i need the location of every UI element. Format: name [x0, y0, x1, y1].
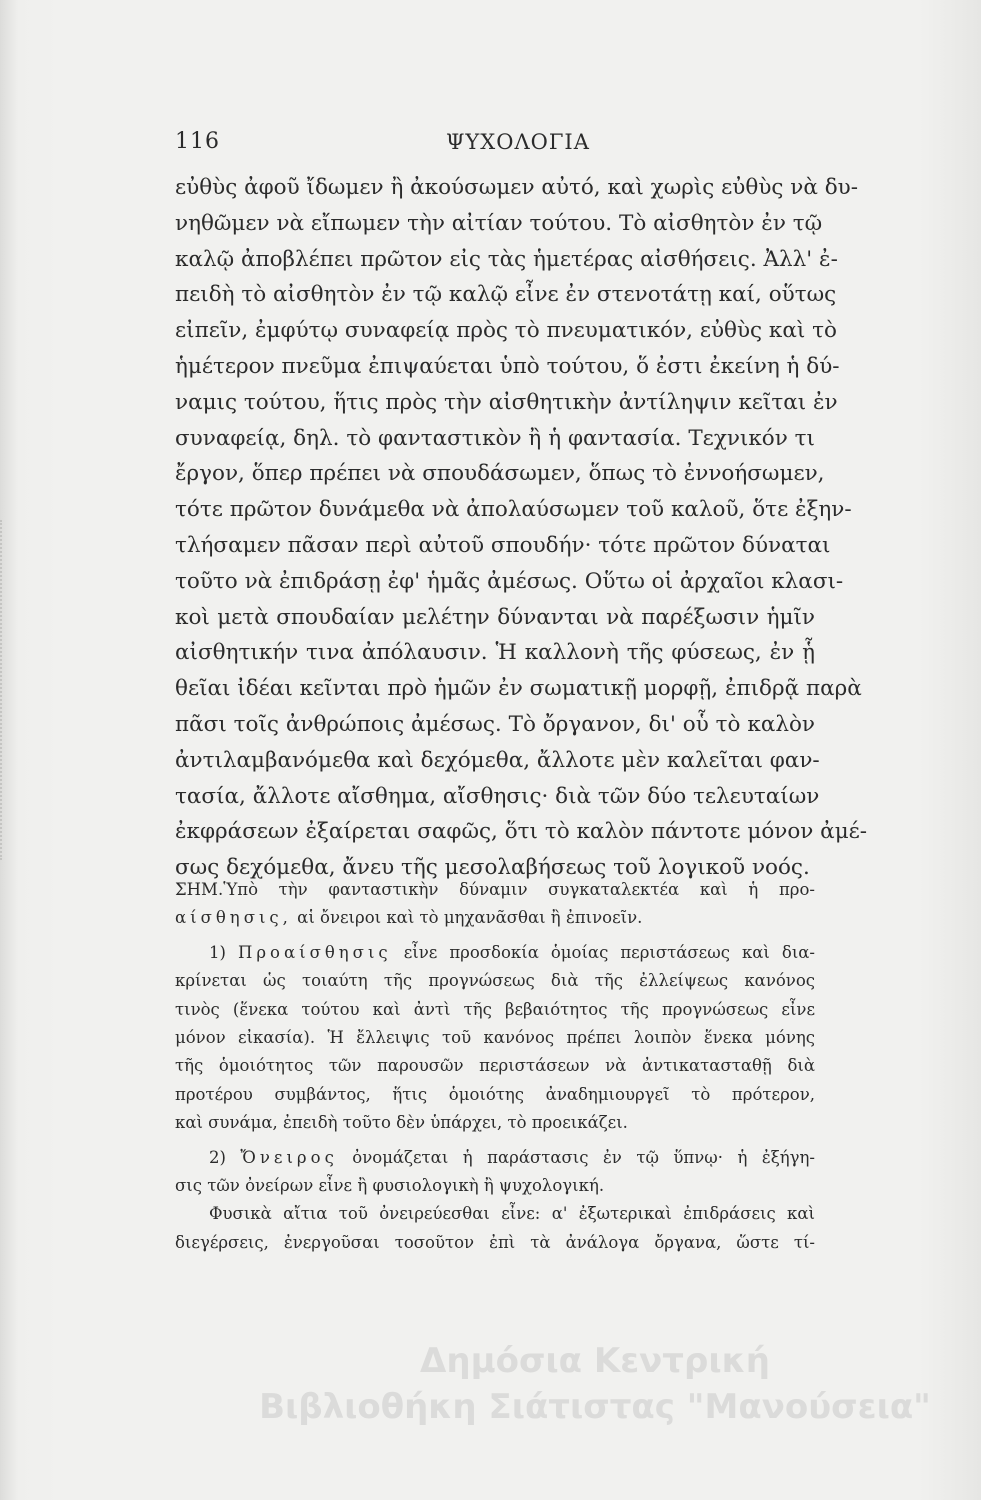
spaced-term: Ὄνειρος [240, 1147, 338, 1167]
note-line: προτέρου συμβάντος, ἥτις ὁμοιότης ἀναδημιουργεῖ τὸ πρότερον, [175, 1084, 815, 1104]
running-title: ΨΥΧΟΛΟΓΙΑ [446, 130, 590, 154]
text-line: συναφείᾳ, δηλ. τὸ φανταστικὸν ἢ ἡ φαντασία. Τεχνικόν τι [175, 425, 815, 451]
gutter-shadow [0, 520, 16, 860]
text-line: πειδὴ τὸ αἰσθητὸν ἐν τῷ καλῷ εἶνε ἐν στενοτάτῃ καί, οὕτως [175, 282, 837, 308]
note-line: τινὸς (ἕνεκα τούτου καὶ ἀντὶ τῆς βεβαιότητος τῆς προγνώσεως εἶνε [175, 999, 815, 1019]
text-line: νηθῶμεν νὰ εἴπωμεν τὴν αἰτίαν τούτου. Τὸ αἰσθητὸν ἐν τῷ [175, 210, 823, 236]
text-line: καλῷ ἀποβλέπει πρῶτον εἰς τὰς ἡμετέρας αἰσθήσεις. Ἀλλ' ἐ- [175, 246, 838, 272]
note-label: ΣΗΜ. [175, 880, 224, 899]
text-line: ναμις τούτου, ἥτις πρὸς τὴν αἰσθητικὴν ἀντίληψιν κεῖται ἐν [175, 389, 838, 415]
note-line: Φυσικὰ αἴτια τοῦ ὀνειρεύεσθαι εἶνε: α' ἐξωτερικαὶ ἐπιδράσεις καὶ [209, 1204, 815, 1224]
text-line: τασία, ἄλλοτε αἴσθημα, αἴσθησις· διὰ τῶν δύο τελευταίων [175, 783, 820, 809]
footnotes [175, 876, 815, 1263]
library-watermark [215, 1338, 975, 1430]
text-line: εὐθὺς ἀφοῦ ἴδωμεν ἢ ἀκούσωμεν αὐτό, καὶ χωρὶς εὐθὺς νὰ δυ- [175, 175, 858, 200]
note-line: μόνον εἰκασία). Ἡ ἔλλειψις τοῦ κανόνος πρέπει λοιπὸν ἕνεκα μόνης [175, 1028, 815, 1048]
text-line: ἡμέτερον πνεῦμα ἐπιψαύεται ὑπὸ τούτου, ὅ ἐστι ἐκείνη ἡ δύ- [175, 353, 840, 379]
note-number: 1) [209, 942, 226, 962]
note-line [175, 876, 815, 904]
text-line: αἰσθητικήν τινα ἀπόλαυσιν. Ἡ καλλονὴ τῆς φύσεως, ἐν ᾗ [175, 640, 815, 666]
note-text: εἶνε προσδοκία ὁμοίας περιστάσεως καὶ δια- [403, 942, 816, 962]
text-line: ἐκφράσεων ἐξαίρεται σαφῶς, ὅτι τὸ καλὸν πάντοτε μόνον ἀμέ- [175, 819, 868, 845]
note-1 [175, 939, 815, 1138]
note-line: τῆς ὁμοιότητος τῶν παρουσῶν περιστάσεων νὰ ἀντικατασταθῇ διὰ [175, 1056, 815, 1076]
text-line: θεῖαι ἰδέαι κεῖνται πρὸ ἡμῶν ἐν σωματικῇ μορφῇ, ἐπιδρᾷ παρὰ [175, 676, 862, 702]
note-line: κρίνεται ὡς τοιαύτη τῆς προγνώσεως διὰ τῆς ἐλλείψεως κανόνος [175, 971, 815, 991]
page-header [0, 127, 981, 167]
note-line: σις τῶν ὀνείρων εἶνε ἢ φυσιολογικὴ ἢ ψυχολογική. [175, 1176, 605, 1196]
note-line [175, 904, 815, 932]
note-sim [175, 876, 815, 933]
note-line [175, 1144, 815, 1172]
text-line: ἀντιλαμβανόμεθα καὶ δεχόμεθα, ἄλλοτε μὲν καλεῖται φαν- [175, 747, 820, 773]
text-line: ἔργον, ὅπερ πρέπει νὰ σπουδάσωμεν, ὅπως τὸ ἐννοήσωμεν, [175, 461, 825, 487]
main-text-body [175, 170, 868, 886]
text-line: πᾶσι τοῖς ἀνθρώποις ἀμέσως. Τὸ ὄργανον, δι' οὗ τὸ καλὸν [175, 711, 815, 737]
page-number: 116 [175, 129, 220, 154]
text-line: τοῦτο νὰ ἐπιδράσῃ ἐφ' ἡμᾶς ἀμέσως. Οὕτω οἱ ἀρχαῖοι κλασι- [175, 568, 844, 594]
watermark-line: Δημόσια Κεντρική [420, 1341, 770, 1381]
spaced-term: αίσθησις, [175, 908, 292, 928]
text-line: σως δεχόμεθα, ἄνευ τῆς μεσολαβήσεως τοῦ λογικοῦ νοός. [175, 855, 810, 881]
note-text: Ὑπὸ τὴν φανταστικὴν δύναμιν συγκαταλεκτέα καὶ ἡ προ- [223, 880, 815, 899]
note-line [175, 939, 815, 967]
text-line: κοὶ μετὰ σπουδαίαν μελέτην δύνανται νὰ παρέξωσιν ἡμῖν [175, 604, 815, 630]
watermark-line: Βιβλιοθήκη Σιάτιστας "Μανούσεια" [259, 1387, 931, 1427]
text-line: εἰπεῖν, ἐμφύτῳ συναφείᾳ πρὸς τὸ πνευματικόν, εὐθὺς καὶ τὸ [175, 318, 837, 344]
text-line: τότε πρῶτον δυνάμεθα νὰ ἀπολαύσωμεν τοῦ καλοῦ, ὅτε ἐξην- [175, 497, 852, 523]
text-line: τλήσαμεν πᾶσαν περὶ αὐτοῦ σπουδήν· τότε πρῶτον δύναται [175, 532, 831, 558]
note-number: 2) [209, 1147, 226, 1167]
spaced-term: Προαίσθησις [237, 942, 392, 962]
note-line: καὶ συνάμα, ἐπειδὴ τοῦτο δὲν ὑπάρχει, τὸ προεικάζει. [175, 1113, 628, 1133]
note-line: διεγέρσεις, ἐνεργοῦσαι τοσοῦτον ἐπὶ τὰ ἀνάλογα ὄργανα, ὥστε τί- [175, 1232, 815, 1252]
note-2 [175, 1144, 815, 1258]
note-text: ὀνομάζεται ἡ παράστασις ἐν τῷ ὕπνῳ· ἡ ἐξήγη- [352, 1147, 815, 1167]
note-text: αἱ ὄνειροι καὶ τὸ μηχανᾶσθαι ἢ ἐπινοεῖν. [297, 908, 643, 928]
